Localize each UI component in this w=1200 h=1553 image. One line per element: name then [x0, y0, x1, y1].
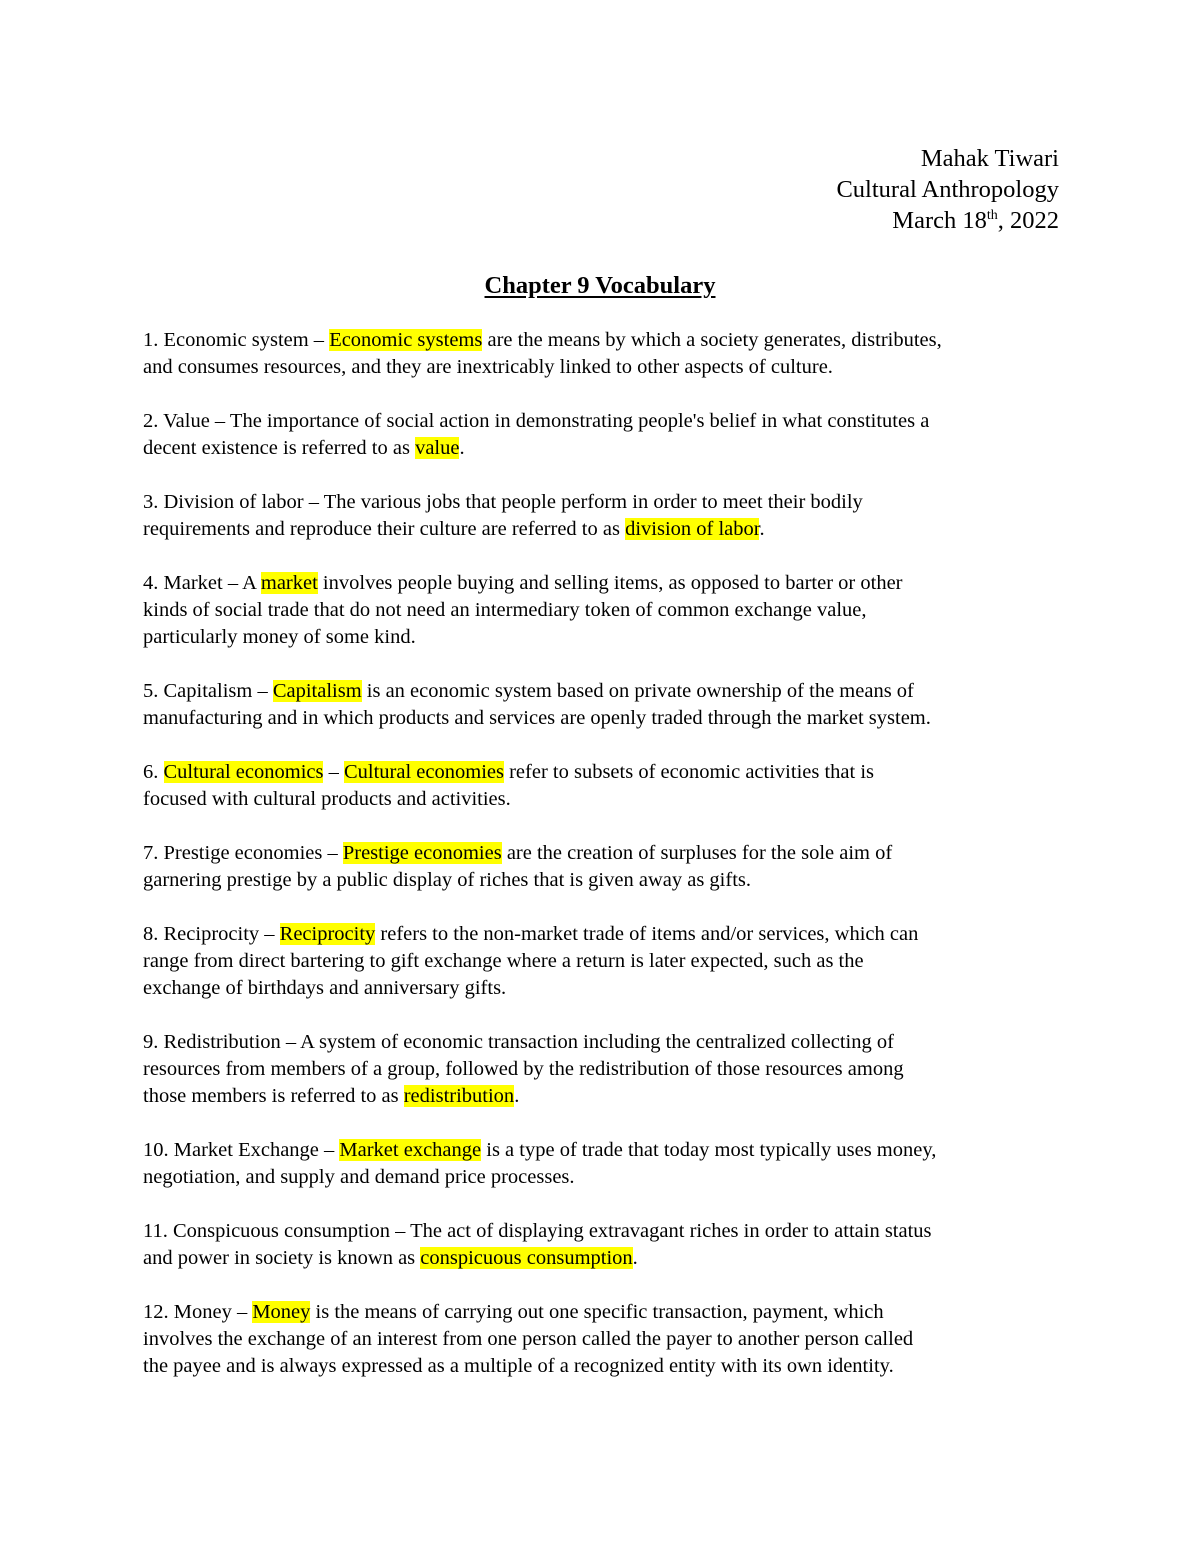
entry-text: involves the exchange of an interest from one person called the payer to another person called — [143, 1327, 914, 1350]
entry-line — [143, 759, 1073, 786]
entry-text: . — [759, 518, 765, 541]
entry-text: 5. Capitalism – — [143, 679, 273, 702]
vocabulary-list — [143, 327, 1073, 1407]
vocabulary-entry — [143, 921, 1073, 1003]
entry-text: – — [323, 760, 344, 783]
highlighted-term: Cultural economies — [343, 760, 504, 783]
entry-line — [143, 597, 1073, 624]
entry-line — [143, 354, 1073, 381]
entry-line — [143, 1083, 1073, 1110]
entry-line — [143, 570, 1073, 597]
entry-text: negotiation, and supply and demand price processes. — [143, 1165, 575, 1188]
entry-text: 9. Redistribution – A system of economic transaction including the centralized collecting of — [143, 1030, 894, 1053]
entry-text: range from direct bartering to gift exchange where a return is later expected, such as the — [143, 949, 864, 972]
entry-text: involves people buying and selling items, as opposed to barter or other — [317, 571, 903, 594]
entry-line — [143, 516, 1073, 543]
entry-text: garnering prestige by a public display of riches that is given away as gifts. — [143, 868, 752, 891]
entry-text: resources from members of a group, followed by the redistribution of those resources among — [143, 1057, 904, 1080]
vocabulary-entry — [143, 678, 1073, 732]
highlighted-term: conspicuous consumption — [420, 1246, 633, 1269]
course-name: Cultural Anthropology — [836, 176, 1059, 203]
author-name: Mahak Tiwari — [920, 145, 1059, 172]
entry-text: are the creation of surpluses for the sole aim of — [501, 841, 893, 864]
date-ordinal: th — [986, 207, 998, 223]
entry-line — [143, 1326, 1073, 1353]
entry-text: 2. Value – The importance of social action in demonstrating people's belief in what constitutes a — [143, 409, 930, 432]
entry-text: kinds of social trade that do not need an intermediary token of common exchange value, — [143, 598, 867, 621]
entry-line — [143, 921, 1073, 948]
vocabulary-entry — [143, 1137, 1073, 1191]
vocabulary-entry — [143, 759, 1073, 813]
entry-text: exchange of birthdays and anniversary gifts. — [143, 976, 507, 999]
entry-line — [143, 678, 1073, 705]
entry-line — [143, 1299, 1073, 1326]
entry-line — [143, 408, 1073, 435]
entry-line — [143, 435, 1073, 462]
entry-line — [143, 1164, 1073, 1191]
entry-text: focused with cultural products and activities. — [143, 787, 511, 810]
entry-line — [143, 327, 1073, 354]
entry-text: the payee and is always expressed as a multiple of a recognized entity with its own identity. — [143, 1354, 894, 1377]
entry-text: is the means of carrying out one specific transaction, payment, which — [310, 1300, 884, 1323]
highlighted-term: Reciprocity — [279, 922, 376, 945]
vocabulary-entry — [143, 327, 1073, 381]
entry-line — [143, 867, 1073, 894]
date-year: , 2022 — [997, 207, 1059, 234]
entry-text: and power in society is known as — [143, 1246, 421, 1269]
vocabulary-entry — [143, 840, 1073, 894]
entry-text: particularly money of some kind. — [143, 626, 416, 649]
entry-text: those members is referred to as — [143, 1085, 404, 1108]
vocabulary-entry — [143, 489, 1073, 543]
entry-text: refer to subsets of economic activities that is — [503, 760, 874, 783]
entry-text: . — [632, 1246, 638, 1269]
entry-text: requirements and reproduce their culture are referred to as — [143, 518, 626, 541]
entry-text: refers to the non-market trade of items and/or services, which can — [375, 922, 919, 945]
entry-line — [143, 786, 1073, 813]
entry-text: 11. Conspicuous consumption – The act of displaying extravagant riches in order to attain status — [143, 1219, 932, 1242]
vocabulary-entry — [143, 1029, 1073, 1111]
entry-line — [143, 948, 1073, 975]
highlighted-term: redistribution — [403, 1085, 515, 1108]
entry-line — [143, 1218, 1073, 1245]
vocabulary-entry — [143, 408, 1073, 462]
entry-line — [143, 1353, 1073, 1380]
entry-text: 4. Market – A — [143, 571, 261, 594]
highlighted-term: Cultural economics — [163, 760, 324, 783]
vocabulary-entry — [143, 570, 1073, 652]
vocabulary-entry — [143, 1299, 1073, 1381]
entry-line — [143, 1245, 1073, 1272]
highlighted-term: Capitalism — [272, 679, 362, 702]
entry-line — [143, 840, 1073, 867]
highlighted-term: market — [260, 571, 318, 594]
entry-text: 10. Market Exchange – — [143, 1138, 340, 1161]
document-header — [836, 143, 1059, 236]
entry-text: 7. Prestige economies – — [143, 841, 343, 864]
entry-text: 12. Money – — [143, 1300, 253, 1323]
entry-line — [143, 1056, 1073, 1083]
entry-line — [143, 1137, 1073, 1164]
entry-line — [143, 975, 1073, 1002]
document-title: Chapter 9 Vocabulary — [484, 272, 716, 299]
highlighted-term: Money — [252, 1300, 311, 1323]
entry-text: decent existence is referred to as — [143, 437, 416, 460]
entry-text: 1. Economic system – — [143, 329, 330, 351]
entry-line — [143, 624, 1073, 651]
highlighted-term: Prestige economies — [342, 841, 502, 864]
highlighted-term: value — [415, 437, 460, 460]
entry-line — [143, 489, 1073, 516]
highlighted-term: division of labor — [625, 518, 760, 541]
entry-text: . — [459, 437, 465, 460]
entry-text: . — [514, 1085, 520, 1108]
entry-text: 6. — [143, 760, 164, 783]
entry-text: manufacturing and in which products and services are openly traded through the market system. — [143, 707, 931, 730]
vocabulary-entry — [143, 1218, 1073, 1272]
entry-text: 3. Division of labor – The various jobs that people perform in order to meet their bodily — [143, 490, 863, 513]
entry-line — [143, 1029, 1073, 1056]
highlighted-term: Economic systems — [329, 329, 483, 351]
entry-text: 8. Reciprocity – — [143, 922, 280, 945]
entry-text: is a type of trade that today most typically uses money, — [481, 1138, 937, 1161]
entry-line — [143, 705, 1073, 732]
date-main: March 18 — [892, 207, 987, 234]
entry-text: are the means by which a society generates, distributes, — [482, 329, 942, 351]
entry-text: and consumes resources, and they are inextricably linked to other aspects of culture. — [143, 356, 833, 379]
highlighted-term: Market exchange — [339, 1138, 482, 1161]
entry-text: is an economic system based on private ownership of the means of — [361, 679, 914, 702]
document-date — [836, 205, 1059, 236]
